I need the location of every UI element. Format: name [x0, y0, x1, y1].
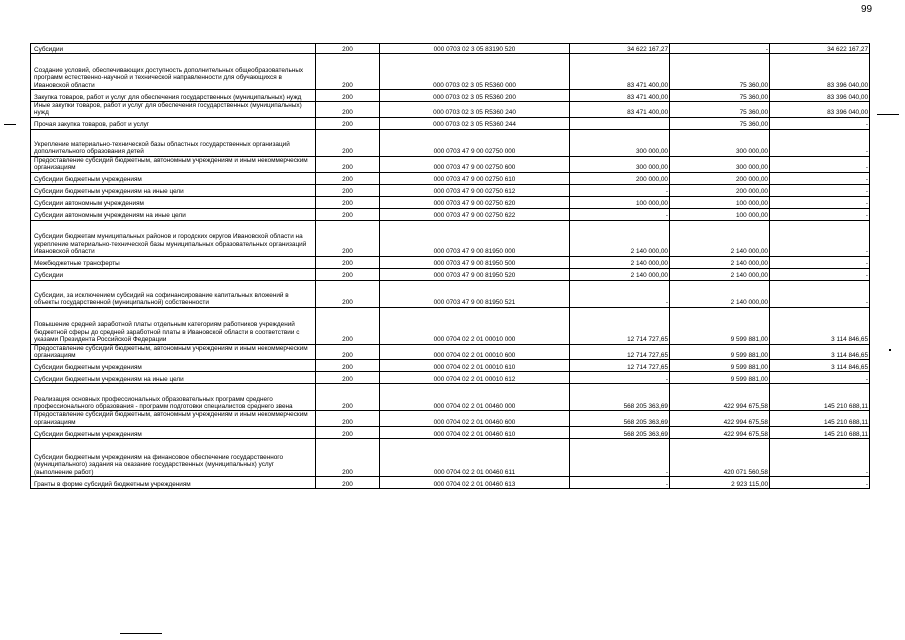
row-chapter-code: 200 [316, 477, 380, 489]
row-total-amount: - [770, 256, 870, 268]
row-change-amount: 422 994 675,58 [670, 427, 770, 439]
row-name: Гранты в форме субсидий бюджетным учреждениям [31, 477, 316, 489]
margin-mark-right [877, 114, 899, 115]
table-row [31, 54, 870, 90]
row-budget-code: 000 0704 02 2 01 00010 000 [380, 307, 570, 344]
row-plan-amount [570, 117, 670, 129]
row-plan-amount: 83 471 400,00 [570, 102, 670, 118]
table-row [31, 102, 870, 118]
row-total-amount: - [770, 129, 870, 156]
row-total-amount: - [770, 477, 870, 489]
row-chapter-code: 200 [316, 196, 380, 208]
row-total-amount: 83 396 040,00 [770, 102, 870, 118]
row-plan-amount: 100 000,00 [570, 196, 670, 208]
row-budget-code: 000 0703 47 9 00 81950 500 [380, 256, 570, 268]
table-row [31, 184, 870, 196]
row-total-amount: 83 396 040,00 [770, 54, 870, 90]
row-chapter-code: 200 [316, 372, 380, 384]
row-change-amount: 2 140 000,00 [670, 256, 770, 268]
row-budget-code: 000 0703 47 9 00 81950 520 [380, 268, 570, 280]
row-chapter-code: 200 [316, 411, 380, 427]
bottom-rule [120, 633, 162, 634]
row-chapter-code: 200 [316, 280, 380, 307]
row-name: Укрепление материально-технической базы областных государственных организаций дополнительного образования детей [31, 129, 316, 156]
table-row [31, 372, 870, 384]
table-row [31, 344, 870, 360]
table-row [31, 307, 870, 344]
table-row [31, 208, 870, 220]
row-plan-amount: 300 000,00 [570, 156, 670, 172]
row-plan-amount: 200 000,00 [570, 172, 670, 184]
row-plan-amount: - [570, 477, 670, 489]
row-budget-code: 000 0703 02 3 05 R5360 244 [380, 117, 570, 129]
row-budget-code: 000 0704 02 2 01 00460 611 [380, 439, 570, 477]
row-plan-amount: 12 714 727,65 [570, 360, 670, 372]
row-total-amount: 145 210 688,11 [770, 427, 870, 439]
row-budget-code: 000 0703 47 9 00 02750 622 [380, 208, 570, 220]
row-total-amount: - [770, 268, 870, 280]
row-chapter-code: 200 [316, 90, 380, 102]
row-name: Субсидии бюджетам муниципальных районов и городских округов Ивановской области на укрепление материально-технической базы муниципальных образовательных организаций Ивановской области [31, 220, 316, 256]
row-plan-amount: - [570, 439, 670, 477]
row-name: Предоставление субсидий бюджетным, автономным учреждениям и иным некоммерческим организациям [31, 156, 316, 172]
row-chapter-code: 200 [316, 184, 380, 196]
table-row [31, 411, 870, 427]
row-plan-amount: 12 714 727,65 [570, 307, 670, 344]
row-name: Субсидии бюджетным учреждениям на иные цели [31, 372, 316, 384]
row-chapter-code: 200 [316, 44, 380, 54]
table-row [31, 90, 870, 102]
row-budget-code: 000 0703 47 9 00 81950 000 [380, 220, 570, 256]
row-name: Субсидии бюджетным учреждениям [31, 427, 316, 439]
row-change-amount: 75 360,00 [670, 102, 770, 118]
page-number: 99 [861, 4, 873, 15]
row-plan-amount: 568 205 363,69 [570, 411, 670, 427]
table-row [31, 477, 870, 489]
table-row [31, 439, 870, 477]
scan-dot [889, 349, 891, 351]
row-total-amount: - [770, 208, 870, 220]
row-chapter-code: 200 [316, 256, 380, 268]
table-row [31, 129, 870, 156]
row-budget-code: 000 0703 47 9 00 02750 600 [380, 156, 570, 172]
row-budget-code: 000 0704 02 2 01 00460 000 [380, 384, 570, 411]
table-row [31, 196, 870, 208]
row-plan-amount: - [570, 184, 670, 196]
row-change-amount: 300 000,00 [670, 156, 770, 172]
row-chapter-code: 200 [316, 172, 380, 184]
row-plan-amount: 83 471 400,00 [570, 90, 670, 102]
row-chapter-code: 200 [316, 102, 380, 118]
row-budget-code: 000 0703 02 3 05 R5360 200 [380, 90, 570, 102]
row-plan-amount: - [570, 208, 670, 220]
row-budget-code: 000 0703 02 3 05 83190 520 [380, 44, 570, 54]
row-total-amount: 3 114 846,65 [770, 360, 870, 372]
row-plan-amount: 300 000,00 [570, 129, 670, 156]
row-total-amount: 83 396 040,00 [770, 90, 870, 102]
row-change-amount: 100 000,00 [670, 208, 770, 220]
row-name: Субсидии бюджетным учреждениям [31, 360, 316, 372]
row-plan-amount: - [570, 372, 670, 384]
row-plan-amount: 2 140 000,00 [570, 220, 670, 256]
row-plan-amount: 83 471 400,00 [570, 54, 670, 90]
row-total-amount: 3 114 846,65 [770, 307, 870, 344]
row-name: Субсидии [31, 268, 316, 280]
row-name: Создание условий, обеспечивающих доступность дополнительных общеобразовательных программ естественно-научной и технической направленности для обучающихся в Ивановской области [31, 54, 316, 90]
row-total-amount: - [770, 117, 870, 129]
row-chapter-code: 200 [316, 307, 380, 344]
row-chapter-code: 200 [316, 156, 380, 172]
row-name: Субсидии бюджетным учреждениям на финансовое обеспечение государственного (муниципального) задания на оказание государственных (муниципальных) услуг (выполнение работ) [31, 439, 316, 477]
row-change-amount: 100 000,00 [670, 196, 770, 208]
row-budget-code: 000 0704 02 2 01 00010 600 [380, 344, 570, 360]
row-total-amount: 34 622 167,27 [770, 44, 870, 54]
row-chapter-code: 200 [316, 54, 380, 90]
table-body [31, 44, 870, 489]
row-total-amount: - [770, 372, 870, 384]
table-row [31, 427, 870, 439]
row-budget-code: 000 0703 47 9 00 02750 610 [380, 172, 570, 184]
row-budget-code: 000 0703 47 9 00 02750 620 [380, 196, 570, 208]
row-change-amount: 200 000,00 [670, 172, 770, 184]
row-budget-code: 000 0704 02 2 01 00460 600 [380, 411, 570, 427]
row-chapter-code: 200 [316, 129, 380, 156]
row-total-amount: - [770, 172, 870, 184]
row-chapter-code: 200 [316, 117, 380, 129]
row-name: Субсидии бюджетным учреждениям на иные цели [31, 184, 316, 196]
row-total-amount: 3 114 846,65 [770, 344, 870, 360]
row-change-amount: 420 071 560,58 [670, 439, 770, 477]
row-name: Реализация основных профессиональных образовательных программ среднего профессионального образования - программ подготовки специалистов среднего звена [31, 384, 316, 411]
table-row [31, 117, 870, 129]
row-change-amount: 75 360,00 [670, 117, 770, 129]
row-change-amount: 2 923 115,00 [670, 477, 770, 489]
row-change-amount: 75 360,00 [670, 54, 770, 90]
row-plan-amount: 2 140 000,00 [570, 268, 670, 280]
row-change-amount: 300 000,00 [670, 129, 770, 156]
table-row [31, 220, 870, 256]
row-change-amount: 9 599 881,00 [670, 360, 770, 372]
row-change-amount: - [670, 44, 770, 54]
row-budget-code: 000 0703 02 3 05 R5360 240 [380, 102, 570, 118]
row-change-amount: 9 599 881,00 [670, 372, 770, 384]
row-name: Межбюджетные трансферты [31, 256, 316, 268]
row-chapter-code: 200 [316, 208, 380, 220]
row-total-amount: - [770, 156, 870, 172]
row-change-amount: 75 360,00 [670, 90, 770, 102]
row-change-amount: 2 140 000,00 [670, 220, 770, 256]
row-name: Прочая закупка товаров, работ и услуг [31, 117, 316, 129]
row-chapter-code: 200 [316, 220, 380, 256]
margin-mark-left [4, 124, 16, 125]
row-budget-code: 000 0704 02 2 01 00460 613 [380, 477, 570, 489]
row-chapter-code: 200 [316, 427, 380, 439]
row-change-amount: 2 140 000,00 [670, 268, 770, 280]
table-row [31, 280, 870, 307]
row-change-amount: 422 994 675,58 [670, 384, 770, 411]
table-row [31, 44, 870, 54]
row-plan-amount: 2 140 000,00 [570, 256, 670, 268]
row-budget-code: 000 0704 02 2 01 00460 610 [380, 427, 570, 439]
row-budget-code: 000 0703 47 9 00 02750 612 [380, 184, 570, 196]
row-total-amount: 145 210 688,11 [770, 411, 870, 427]
row-total-amount: - [770, 196, 870, 208]
row-chapter-code: 200 [316, 268, 380, 280]
table-row [31, 256, 870, 268]
budget-table [30, 43, 870, 489]
row-name: Повышение средней заработной платы отдельным категориям работников учреждений бюджетной сферы до средней заработной платы в Ивановской области в соответствии с указами Президента Российской Федерации [31, 307, 316, 344]
table-row [31, 360, 870, 372]
row-plan-amount: 568 205 363,69 [570, 384, 670, 411]
row-change-amount: 422 994 675,58 [670, 411, 770, 427]
row-chapter-code: 200 [316, 344, 380, 360]
row-name: Субсидии автономным учреждениям [31, 196, 316, 208]
row-name: Субсидии бюджетным учреждениям [31, 172, 316, 184]
table-row [31, 268, 870, 280]
row-name: Субсидии, за исключением субсидий на софинансирование капитальных вложений в объекты государственной (муниципальной) собственности [31, 280, 316, 307]
row-change-amount: 9 599 881,00 [670, 307, 770, 344]
row-name: Закупка товаров, работ и услуг для обеспечения государственных (муниципальных) нужд [31, 90, 316, 102]
row-plan-amount: 12 714 727,65 [570, 344, 670, 360]
row-total-amount: - [770, 184, 870, 196]
row-change-amount: 200 000,00 [670, 184, 770, 196]
row-budget-code: 000 0703 47 9 00 81950 521 [380, 280, 570, 307]
row-name: Иные закупки товаров, работ и услуг для обеспечения государственных (муниципальных) нужд [31, 102, 316, 118]
row-name: Субсидии автономным учреждениям на иные цели [31, 208, 316, 220]
row-plan-amount: 568 205 363,69 [570, 427, 670, 439]
row-change-amount: 9 599 881,00 [670, 344, 770, 360]
table-row [31, 156, 870, 172]
row-chapter-code: 200 [316, 360, 380, 372]
row-budget-code: 000 0704 02 2 01 00010 610 [380, 360, 570, 372]
row-change-amount: 2 140 000,00 [670, 280, 770, 307]
table-row [31, 172, 870, 184]
row-plan-amount: 34 622 167,27 [570, 44, 670, 54]
row-name: Предоставление субсидий бюджетным, автономным учреждениям и иным некоммерческим организациям [31, 344, 316, 360]
row-chapter-code: 200 [316, 384, 380, 411]
row-budget-code: 000 0704 02 2 01 00010 612 [380, 372, 570, 384]
row-budget-code: 000 0703 02 3 05 R5360 000 [380, 54, 570, 90]
row-name: Субсидии [31, 44, 316, 54]
row-name: Предоставление субсидий бюджетным, автономным учреждениям и иным некоммерческим организациям [31, 411, 316, 427]
table-row [31, 384, 870, 411]
row-total-amount: - [770, 280, 870, 307]
row-total-amount: - [770, 439, 870, 477]
row-chapter-code: 200 [316, 439, 380, 477]
row-plan-amount: - [570, 280, 670, 307]
row-total-amount: 145 210 688,11 [770, 384, 870, 411]
row-budget-code: 000 0703 47 9 00 02750 000 [380, 129, 570, 156]
row-total-amount: - [770, 220, 870, 256]
